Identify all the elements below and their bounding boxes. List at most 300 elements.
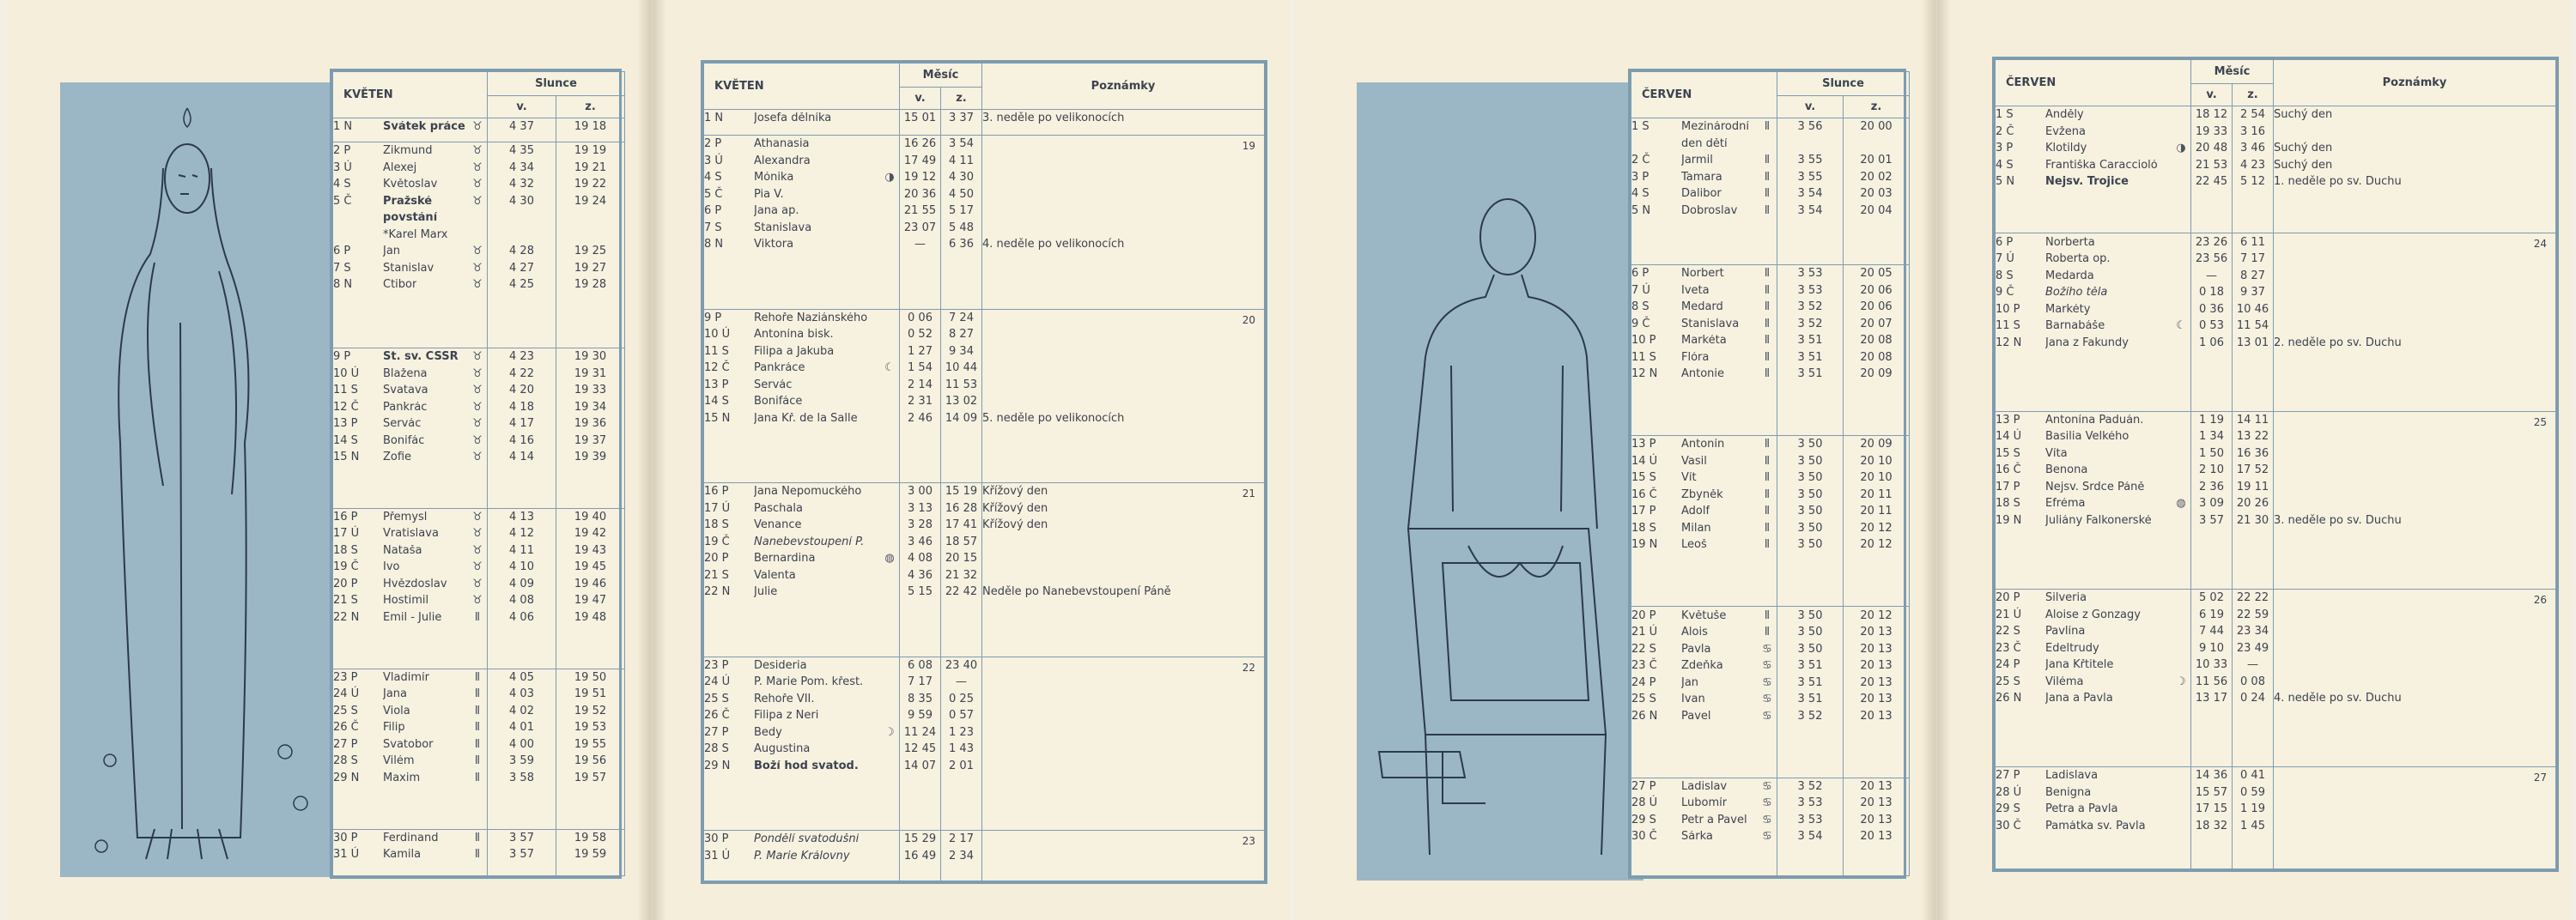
day-name: Roberta op. — [2045, 253, 2111, 265]
set-time: 22 42 — [945, 585, 978, 599]
rise-time: 4 23 — [509, 350, 534, 364]
set-time: 20 08 — [1860, 334, 1893, 348]
day-row — [704, 410, 899, 427]
rise-time: 3 28 — [908, 518, 933, 532]
day-row — [1631, 169, 1777, 186]
day-row — [1631, 436, 1777, 453]
symbol-icon: ♉ — [472, 194, 483, 208]
day-name: Stanislava — [754, 221, 812, 233]
set-time: 0 57 — [949, 709, 974, 723]
day-name: Markéty — [2045, 303, 2091, 315]
set-time: 2 54 — [2240, 108, 2265, 122]
symbol-icon: ♋ — [1762, 709, 1772, 723]
day-name: Viléma — [2045, 675, 2084, 687]
day-label: 4 S — [1631, 187, 1649, 201]
rise-time: 4 25 — [509, 278, 534, 292]
day-row — [1996, 300, 2190, 318]
day-name: Adolf — [1681, 505, 1710, 518]
set-time: 0 41 — [2240, 769, 2265, 783]
week-number: 22 — [1242, 661, 1255, 674]
day-name: Petr a Pavel — [1681, 814, 1747, 826]
day-name: Vratislava — [383, 528, 439, 540]
symbol-icon: Ⅱ — [1764, 454, 1771, 468]
symbol-icon: ♉ — [472, 417, 483, 431]
day-label: 17 P — [1996, 480, 2020, 493]
day-label: 23 P — [333, 670, 358, 684]
day-label: 12 N — [1996, 336, 2022, 349]
set-time: 4 30 — [949, 171, 974, 185]
set-time: 19 51 — [574, 687, 607, 701]
day-label: 28 Ú — [1996, 785, 2022, 799]
symbol-icon: ♉ — [472, 384, 483, 397]
day-name: Aloise z Gonzagy — [2045, 608, 2141, 620]
set-time: 1 43 — [949, 742, 974, 756]
day-name: Božího těla — [2045, 287, 2108, 299]
set-time: 5 17 — [949, 204, 974, 218]
rise-time: 4 11 — [509, 543, 534, 557]
symbol-icon: ♉ — [472, 543, 483, 557]
set-times — [556, 669, 625, 829]
day-label: 14 S — [704, 395, 729, 409]
day-label: 28 S — [704, 742, 729, 756]
day-name: Benona — [2045, 464, 2088, 476]
set-time: — — [956, 675, 967, 689]
symbol-icon: ♋ — [1762, 796, 1772, 810]
set-time: 7 17 — [2240, 252, 2265, 266]
day-label: 25 S — [1631, 693, 1656, 706]
note: Křížový den — [982, 518, 1048, 532]
day-row — [1631, 624, 1777, 641]
day-row — [1996, 512, 2190, 530]
day-row — [1996, 801, 2190, 818]
set-time: 11 54 — [2236, 319, 2269, 333]
day-name: Filipa z Neri — [754, 710, 819, 722]
day-label: 22 N — [333, 610, 360, 624]
set-time: 3 54 — [949, 137, 974, 151]
rise-time: 1 27 — [908, 344, 933, 358]
day-name: P. Marie Královny — [754, 850, 850, 862]
rise-time: 3 50 — [1797, 626, 1823, 639]
set-time: 16 36 — [2236, 446, 2269, 460]
week-number: 19 — [1242, 140, 1255, 153]
rise-time: 4 12 — [509, 527, 534, 541]
day-label: 16 P — [704, 485, 729, 499]
day-row — [1996, 334, 2190, 351]
symbol-icon: Ⅱ — [1764, 283, 1771, 297]
day-list — [1631, 607, 1777, 778]
day-label: 22 N — [704, 585, 731, 599]
rise-time: 4 18 — [509, 400, 534, 414]
week-group — [333, 669, 625, 829]
day-list — [333, 142, 488, 348]
day-name: Alexej — [383, 161, 417, 173]
note — [982, 310, 1264, 327]
rise-time: 3 51 — [1797, 675, 1823, 689]
set-time: 19 39 — [574, 451, 607, 464]
set-time: 4 23 — [2240, 158, 2265, 172]
day-row — [1631, 795, 1777, 812]
set-time: 19 58 — [574, 831, 607, 844]
symbol-icon: ♋ — [1762, 693, 1772, 706]
day-name: Ferdinand — [383, 832, 439, 844]
note: 4. neděle po velikonocích — [982, 238, 1125, 251]
day-label: 2 P — [333, 144, 351, 158]
note — [982, 343, 1264, 360]
day-name: Tamara — [1681, 171, 1722, 183]
day-name: Svatava — [383, 384, 428, 396]
rise-time: 4 34 — [509, 160, 534, 174]
day-label: 21 S — [704, 568, 729, 582]
set-time: 19 43 — [574, 543, 607, 557]
rise-time: 4 09 — [509, 577, 534, 590]
day-label: 20 P — [1631, 608, 1656, 622]
day-label: 16 Č — [1996, 463, 2021, 477]
set-time: 2 01 — [949, 759, 974, 772]
set-times — [941, 110, 982, 136]
set-time: 0 59 — [2240, 785, 2265, 799]
week-number: 25 — [2533, 415, 2547, 428]
day-name: Bonifác — [383, 434, 425, 446]
set-time — [1844, 136, 1909, 153]
set-time: 13 22 — [2236, 430, 2269, 444]
set-time: 20 13 — [1860, 830, 1893, 844]
day-label: 29 S — [1996, 802, 2020, 816]
day-name: Žofie — [383, 451, 412, 463]
rise-time: 4 22 — [509, 366, 534, 380]
rise-time: 16 26 — [903, 137, 937, 151]
day-label: 26 Č — [704, 709, 730, 723]
rise-time: 3 50 — [1797, 438, 1823, 451]
rise-time: 14 07 — [903, 759, 937, 772]
may-sun-table — [330, 69, 622, 879]
day-label: 9 P — [333, 350, 351, 364]
set-time: 13 01 — [2236, 336, 2269, 349]
rise-time: 9 10 — [2199, 641, 2224, 655]
symbol-icon: ☽ — [2176, 675, 2186, 688]
day-name: Viola — [383, 705, 410, 717]
rise-time: 3 54 — [1797, 830, 1823, 844]
day-row — [704, 393, 899, 410]
day-row — [704, 343, 899, 360]
day-name: Svatobor — [383, 738, 434, 750]
rise-times — [1777, 264, 1844, 435]
rise-time: 3 51 — [1797, 659, 1823, 673]
set-time: 20 26 — [2236, 497, 2269, 511]
illustration-panel — [1357, 82, 1643, 881]
symbol-icon: ♉ — [472, 594, 483, 608]
set-time: 23 34 — [2236, 625, 2269, 638]
day-label: 27 P — [333, 737, 358, 751]
rise-time: 0 06 — [908, 311, 933, 324]
sun-header: Slunce — [1777, 72, 1910, 96]
day-label: 11 S — [704, 344, 729, 358]
note — [2274, 479, 2555, 496]
day-name: Květoslav — [383, 179, 438, 191]
month-title: KVĚTEN — [333, 72, 488, 118]
rise-time — [1777, 136, 1843, 153]
day-row — [704, 153, 899, 170]
sun-header: Slunce — [488, 72, 625, 96]
week-number: 21 — [1242, 487, 1255, 500]
rise-time: 4 16 — [509, 433, 534, 447]
day-label: 10 Ú — [333, 366, 360, 380]
rise-time: 1 34 — [2199, 430, 2224, 444]
day-label: 27 P — [1631, 779, 1656, 793]
rise-times — [488, 669, 556, 829]
day-row — [333, 719, 487, 736]
symbol-icon: Ⅱ — [1764, 350, 1771, 364]
day-list — [333, 669, 488, 829]
month-title: ČERVEN — [1631, 72, 1777, 118]
rise-times — [1777, 778, 1844, 876]
note: 5. neděle po velikonocích — [982, 411, 1125, 425]
day-name: Athanasia — [754, 138, 810, 150]
day-row — [1996, 124, 2190, 141]
day-label: 11 S — [1996, 319, 2020, 333]
day-label: 7 Ú — [1631, 283, 1650, 297]
day-list — [1996, 411, 2191, 589]
set-time: 20 13 — [1860, 813, 1893, 826]
set-time: 20 05 — [1860, 267, 1893, 281]
day-name: Filipa a Jakuba — [754, 345, 835, 357]
note: 3. neděle po velikonocích — [982, 112, 1125, 125]
rise-times — [2191, 589, 2233, 766]
june-moon-table — [1992, 57, 2559, 872]
rise-time: 4 02 — [509, 704, 534, 717]
day-label: 16 Č — [1631, 487, 1657, 501]
set-time: 8 27 — [949, 328, 974, 342]
week-group — [1996, 106, 2556, 233]
rise-time: 3 53 — [1797, 796, 1823, 810]
day-name: Barnabáše — [2045, 320, 2105, 332]
set-times — [941, 831, 982, 881]
rise-time: 4 08 — [908, 552, 933, 566]
day-name: Nataša — [383, 544, 422, 556]
day-name: Jana Kř. de la Salle — [754, 412, 858, 424]
rise-header: v. — [2191, 84, 2233, 106]
rise-times — [900, 110, 941, 136]
note — [982, 691, 1264, 708]
rise-time: 3 52 — [1797, 300, 1823, 314]
note — [982, 831, 1264, 848]
set-time: 9 37 — [2240, 286, 2265, 300]
week-number: 24 — [2533, 238, 2547, 251]
set-time: 19 40 — [574, 510, 607, 524]
day-label: 18 S — [1996, 497, 2020, 511]
rise-time: 3 55 — [1797, 170, 1823, 184]
day-list — [704, 483, 900, 657]
note — [2274, 495, 2555, 512]
day-row — [704, 203, 899, 220]
moon-header: Měsíc — [2191, 60, 2274, 84]
set-time: 20 00 — [1860, 120, 1893, 134]
symbol-icon: ♉ — [472, 400, 483, 414]
rise-time: 3 53 — [1797, 813, 1823, 826]
day-label: 5 Č — [333, 194, 352, 208]
day-name: Antonie — [1681, 368, 1725, 380]
week-group — [333, 508, 625, 669]
day-label: 26 Č — [333, 721, 359, 735]
week-group — [333, 348, 625, 508]
notes-cell — [982, 483, 1265, 657]
rise-times — [1777, 436, 1844, 607]
day-row — [1631, 281, 1777, 299]
day-row — [704, 500, 899, 518]
set-time: 20 11 — [1860, 505, 1893, 518]
rise-time: — — [914, 238, 926, 251]
set-times — [941, 136, 982, 309]
day-list — [1631, 778, 1777, 876]
day-name: Vladimír — [383, 671, 429, 683]
day-name: Leoš — [1681, 539, 1707, 551]
day-row — [1996, 590, 2190, 607]
day-label: 30 P — [333, 831, 358, 844]
symbol-icon: ♉ — [472, 433, 483, 447]
day-label: 30 Č — [1631, 830, 1657, 844]
day-row — [333, 226, 487, 243]
rise-time: 3 57 — [509, 848, 534, 862]
symbol-icon: Ⅱ — [1764, 438, 1771, 451]
day-name: Ladislava — [2045, 770, 2099, 782]
rise-times — [488, 348, 556, 508]
day-label: 17 Ú — [333, 527, 360, 541]
rise-time: 4 13 — [509, 510, 534, 524]
day-label: 10 Ú — [704, 328, 731, 342]
day-name: Hostimil — [383, 595, 429, 607]
symbol-icon: Ⅱ — [1764, 505, 1771, 518]
symbol-icon: ♉ — [472, 144, 483, 158]
rise-time: 20 48 — [2195, 142, 2228, 155]
set-time: 21 30 — [2236, 513, 2269, 527]
rise-time: 21 55 — [903, 204, 937, 218]
symbol-icon: Ⅱ — [1764, 267, 1771, 281]
day-label: 27 P — [704, 725, 729, 739]
day-name: den dětí — [1681, 137, 1728, 149]
symbol-icon: Ⅱ — [1764, 471, 1771, 485]
day-row — [333, 398, 487, 415]
set-time: 0 08 — [2240, 675, 2265, 688]
week-group — [1631, 264, 1910, 435]
day-row — [1996, 817, 2190, 834]
set-time: 20 09 — [1860, 367, 1893, 381]
day-label: 24 P — [1996, 658, 2020, 671]
note — [2274, 462, 2555, 479]
day-row — [704, 691, 899, 708]
day-row — [704, 136, 899, 153]
day-name: Josefa dělníka — [754, 112, 832, 124]
day-name: Jan — [1681, 676, 1699, 688]
day-label: 30 P — [704, 832, 729, 846]
set-times — [1844, 264, 1910, 435]
set-time: 19 55 — [574, 737, 607, 751]
day-name: Emil - Julie — [383, 611, 442, 623]
day-name: Paschala — [754, 502, 803, 514]
set-time — [556, 226, 624, 243]
set-time: 9 34 — [949, 344, 974, 358]
set-time: 16 28 — [945, 501, 978, 515]
rise-time: 4 28 — [509, 245, 534, 258]
set-time: 19 19 — [574, 144, 607, 158]
week-group — [1631, 607, 1910, 778]
symbol-icon: Ⅱ — [1764, 367, 1771, 381]
day-row — [1631, 778, 1777, 796]
day-label: 5 N — [1996, 175, 2015, 189]
set-times — [2233, 106, 2274, 233]
set-time: 8 27 — [2240, 269, 2265, 282]
note: Suchý den — [2274, 108, 2333, 122]
day-row — [1996, 318, 2190, 335]
day-name: Jana z Fakundy — [2045, 336, 2129, 348]
set-time: 20 13 — [1860, 709, 1893, 723]
day-label: 31 Ú — [704, 849, 731, 862]
day-label: 19 Č — [704, 535, 730, 548]
week-group — [333, 829, 625, 875]
illustration-panel — [60, 82, 368, 877]
rise-time: 3 52 — [1797, 709, 1823, 723]
week-number: 26 — [2533, 593, 2547, 606]
day-label: 5 Č — [704, 187, 723, 201]
note — [982, 707, 1264, 724]
page-may-moon — [653, 0, 1290, 920]
set-times — [556, 829, 625, 875]
day-label: 27 P — [1996, 769, 2020, 783]
day-row — [704, 534, 899, 551]
rise-time: 3 50 — [1797, 454, 1823, 468]
day-row — [1996, 623, 2190, 640]
rise-time: 1 19 — [2199, 413, 2224, 427]
note — [2274, 284, 2555, 301]
day-row — [704, 848, 899, 865]
day-name: Jan — [383, 245, 401, 257]
day-row — [704, 831, 899, 848]
rise-time: 4 35 — [509, 144, 534, 158]
day-label: 20 P — [1996, 591, 2020, 604]
day-row — [1631, 520, 1777, 537]
day-name: Iveta — [1681, 284, 1710, 296]
set-time: 19 21 — [574, 160, 607, 174]
symbol-icon: ♉ — [472, 366, 483, 380]
day-label: 13 P — [1996, 413, 2020, 427]
day-name: Nejsv. Trojice — [2045, 176, 2129, 188]
day-list — [333, 508, 488, 669]
day-row — [1996, 233, 2190, 251]
note — [2274, 657, 2555, 674]
symbol-icon: Ⅱ — [474, 687, 481, 701]
day-name: Hvězdoslav — [383, 578, 447, 590]
note — [982, 534, 1264, 551]
day-name: Vít — [1681, 472, 1697, 484]
symbol-icon: Ⅱ — [1764, 334, 1771, 348]
day-label: 10 P — [1631, 334, 1656, 348]
day-name: Pankráce — [754, 362, 805, 374]
day-label: 25 S — [1996, 675, 2020, 688]
rise-time: 3 46 — [908, 535, 933, 548]
set-time: 20 08 — [1860, 350, 1893, 364]
note — [2274, 801, 2555, 818]
rise-time: 2 46 — [908, 411, 933, 425]
rise-time: 3 50 — [1797, 642, 1823, 656]
day-label: 14 Ú — [1996, 430, 2022, 444]
day-row — [333, 830, 487, 847]
rise-time: 4 32 — [509, 178, 534, 191]
day-name: Ctibor — [383, 279, 417, 291]
week-group — [1631, 436, 1910, 607]
day-row — [333, 736, 487, 754]
day-name: Milan — [1681, 522, 1711, 534]
day-row — [1631, 136, 1777, 153]
note — [982, 741, 1264, 758]
day-row — [333, 432, 487, 449]
